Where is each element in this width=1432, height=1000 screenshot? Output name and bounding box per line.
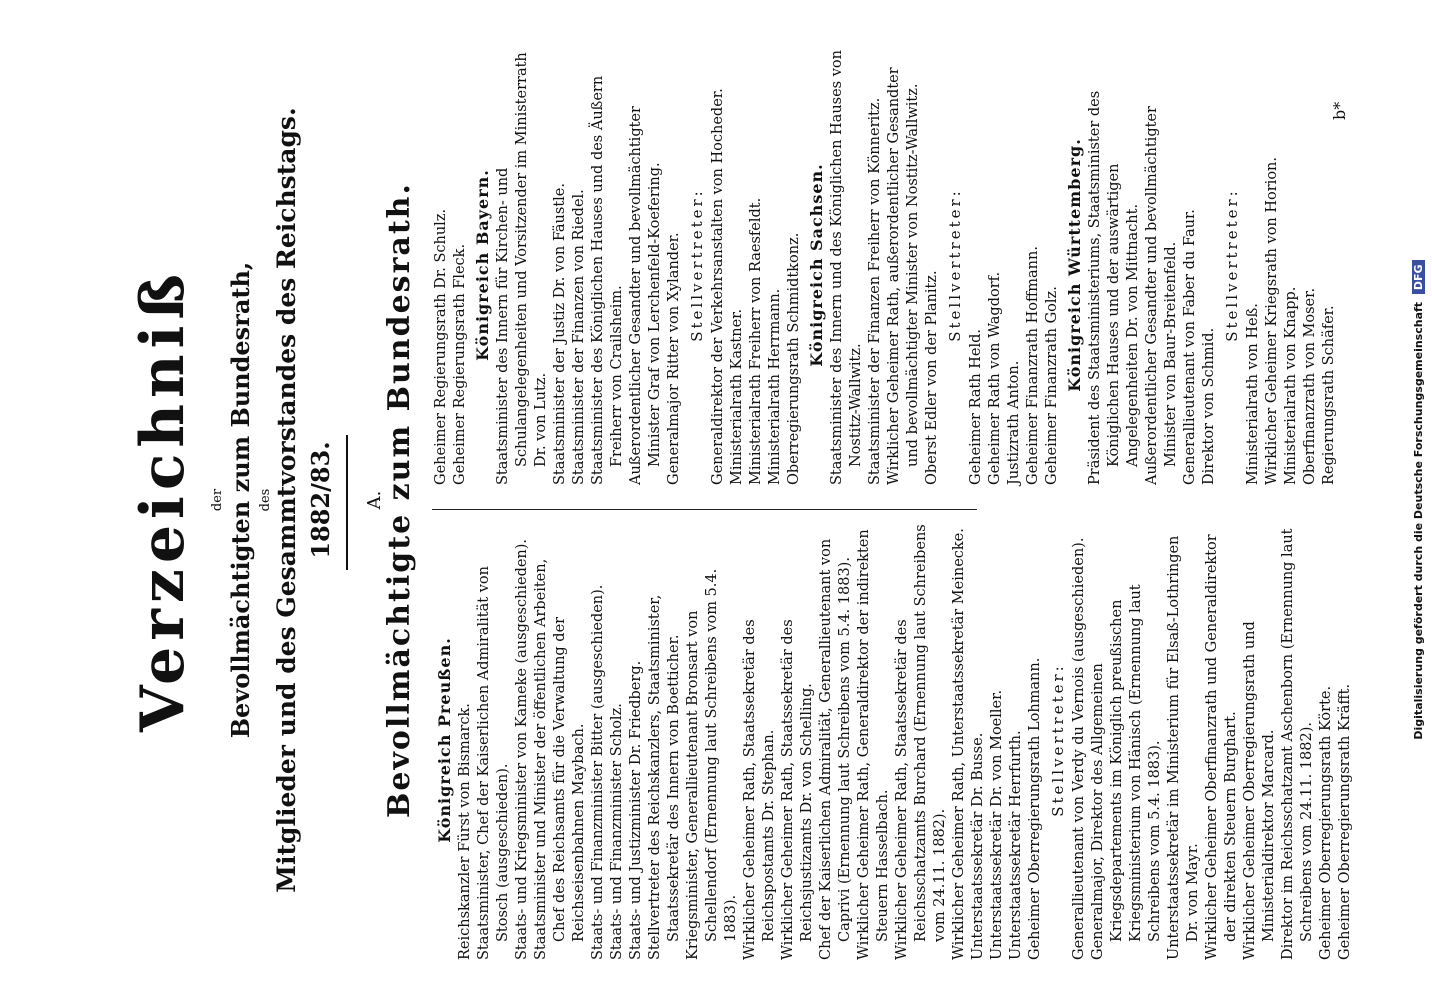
list-item: Außerordentlicher Gesandter und bevollmächtigter Minister Graf von Lerchenfeld-Koefering. xyxy=(628,106,663,485)
list-item: Staatsminister des Innern für Kirchen- und Schulangelegenheiten und Vorsitzender im Ministerrath Dr. von Lutz. xyxy=(495,52,549,485)
list-item: Wirklicher Geheimer Rath, Generaldirektor der indirekten Steuern Hasselbach. xyxy=(856,529,891,960)
list-item: Geheimer Regierungsrath Dr. Schulz. xyxy=(433,208,449,485)
stellvertreter-preussen xyxy=(1070,520,1355,960)
list-item: Wirklicher Geheimer Rath, Staatssekretär des Reichsjustizamts Dr. von Schelling. xyxy=(780,619,815,960)
entries-preussen xyxy=(456,520,1045,960)
footer-credit xyxy=(1412,0,1425,1000)
subtitle-mitglieder: Mitglieder und des Gesammtvorstandes des Reichstags. xyxy=(272,107,301,893)
list-item: Wirklicher Geheimer Rath, Staatssekretär des Reichsschatzamts Burchard (Ernennung laut Schreibens vom 24.11. 1882). xyxy=(894,524,948,960)
section-title: Bevollmächtigte zum Bundesrath. xyxy=(382,182,417,818)
list-item: Ministerialrath Kastner. xyxy=(729,308,745,485)
state-heading-wuerttemberg: Königreich Württemberg. xyxy=(1065,138,1084,392)
list-item: Generaldirektor der Verkehrsanstalten von Hocheder. xyxy=(710,88,726,485)
list-item: Justizrath Anton. xyxy=(1006,360,1022,485)
list-item: Staatsminister des Königlichen Hauses und des Äußern Freiherr von Crailsheim. xyxy=(590,75,625,485)
list-item: Staatsminister der Finanzen von Riedel. xyxy=(571,189,587,485)
list-item: Oberfinanzrath von Moser. xyxy=(1302,287,1318,485)
list-item: Staatsminister der Finanzen Freiherr von Könneritz. xyxy=(867,97,883,485)
list-item: Kriegsminister, Generallieutenant Bronsart von Schellendorf (Ernennung laut Schreibens vom 5.4. 1883). xyxy=(685,568,739,960)
list-item: Generallieutenant von Verdy du Vernois (ausgeschieden). xyxy=(1071,537,1087,960)
left-column xyxy=(432,520,1355,960)
list-item: Geheimer Oberregierungsrath Körte. xyxy=(1318,685,1334,960)
list-item: Wirklicher Geheimer Rath, Unterstaatssekretär Meinecke. xyxy=(951,528,967,960)
state-heading-bayern: Königreich Bayern. xyxy=(473,169,492,361)
list-item: Regierungsrath Schäfer. xyxy=(1321,305,1337,485)
section-letter: A. xyxy=(364,490,385,510)
title-connector-der: der xyxy=(210,488,225,512)
list-item: Staatsminister des Innern und des Königlichen Hauses von Nostitz-Wallwitz. xyxy=(829,50,864,485)
list-item: Ministerialrath von Heß. xyxy=(1245,303,1261,485)
list-item: Wirklicher Geheimer Oberfinanzrath und Generaldirektor der direkten Steuern Burghart. xyxy=(1204,534,1239,960)
list-item: Staatsminister, Chef der Kaiserlichen Admiralität von Stosch (ausgeschieden). xyxy=(476,566,511,960)
list-item: Geheimer Finanzrath Golz. xyxy=(1044,286,1060,485)
list-item: Staatsminister und Minister der öffentlichen Arbeiten, Chef des Reichsamts für die Verwaltung der Reichseisenbahnen Maybach. xyxy=(533,558,587,960)
list-item: Ministerialrath von Knapp. xyxy=(1283,286,1299,485)
list-item: Staats- und Kriegsminister von Kameke (ausgeschieden). xyxy=(514,538,530,960)
right-column xyxy=(432,45,1339,485)
list-item: Außerordentlicher Gesandter und bevollmächtigter Minister von Baur-Breitenfeld. xyxy=(1144,106,1179,485)
list-item: Staats- und Finanzminister Bitter (ausgeschieden). xyxy=(590,584,606,960)
list-item: Geheimer Oberregierungsrath Lohmann. xyxy=(1027,657,1043,960)
list-item: Direktor von Schmid. xyxy=(1201,327,1217,485)
title-connector-des: des xyxy=(258,488,273,512)
list-item: Unterstaatssekretär im Ministerium für Elsaß-Lothringen Dr. von Mayr. xyxy=(1166,535,1201,960)
column-divider xyxy=(432,509,977,510)
list-item: Ministerialrath Freiherr von Raesfeldt. xyxy=(748,197,764,485)
list-item: Oberregierungsrath Schmidtkonz. xyxy=(786,232,802,485)
list-item: Präsident des Staatsministeriums, Staatsminister des Königlichen Hauses und der auswärtigen Angelegenheiten Dr. von Mittnacht. xyxy=(1087,90,1141,485)
list-item: Staatsminister der Justiz Dr. von Fäustle. xyxy=(552,183,568,485)
list-item: Ministerialrath Herrmann. xyxy=(767,288,783,485)
title-rule xyxy=(346,435,348,570)
list-item: Staats- und Justizminister Dr. Friedberg. xyxy=(628,660,644,960)
state-heading-sachsen: Königreich Sachsen. xyxy=(807,163,826,367)
signature-mark: b* xyxy=(1330,101,1349,120)
list-item: Staats- und Finanzminister Scholz. xyxy=(609,703,625,960)
list-item: Oberst Edler von der Planitz. xyxy=(924,270,940,485)
stellvertreter-heading-bayern: Stellvertreter: xyxy=(688,188,706,342)
list-item: Unterstaatssekretär Dr. Busse. xyxy=(970,732,986,960)
list-item: Geheimer Regierungsrath Fleck. xyxy=(452,243,468,485)
list-item: Unterstaatssekretär Dr. von Moeller. xyxy=(989,689,1005,960)
list-item: Generallieutenant von Faber du Faur. xyxy=(1182,209,1198,485)
list-item: Wirklicher Geheimer Oberregierungsrath und Ministerialdirektor Marcard. xyxy=(1242,621,1277,960)
list-item: Wirklicher Geheimer Rath, außerordentlicher Gesandter und bevollmächtigter Minister von Nostitz-Wallwitz. xyxy=(886,67,921,485)
list-item: Reichskanzler Fürst von Bismarck. xyxy=(457,703,473,960)
list-item: Unterstaatssekretär Herrfurth. xyxy=(1008,730,1024,960)
document-year: 1882/83. xyxy=(306,441,335,559)
list-item: Generalmajor, Direktor des Allgemeinen Kriegsdepartements im Königlich preußischen Kriegsministerium von Hänisch (Ernennung laut Schreibens vom 5.4. 1883). xyxy=(1090,584,1163,960)
list-item: Chef der Kaiserlichen Admiralität, Generallieutenant von Caprivi (Ernennung laut Schreibens vom 5.4. 1883). xyxy=(818,538,853,960)
list-item: Direktor im Reichsschatzamt Aschenborn (Ernennung laut Schreibens vom 24.11. 1882). xyxy=(1280,528,1315,960)
dfg-logo: DFG xyxy=(1412,260,1425,294)
list-item: Geheimer Rath Held. xyxy=(968,328,984,485)
list-item: Wirklicher Geheimer Rath, Staatssekretär des Reichspostamts Dr. Stephan. xyxy=(742,619,777,960)
stellvertreter-heading-wuerttemberg: Stellvertreter: xyxy=(1223,188,1241,342)
list-item: Geheimer Rath von Wagdorf. xyxy=(987,271,1003,485)
list-item: Geheimer Finanzrath Hoffmann. xyxy=(1025,246,1041,485)
stellvertreter-heading-sachsen: Stellvertreter: xyxy=(946,188,964,342)
footer-text: Digitalisierung gefördert durch die Deutsche Forschungsgemeinschaft xyxy=(1412,301,1425,740)
state-heading-preussen: Königreich Preußen. xyxy=(435,637,454,843)
list-item: Generalmajor Ritter von Xylander. xyxy=(666,232,682,485)
list-item: Geheimer Oberregierungsrath Kräfft. xyxy=(1337,683,1353,960)
document-title: Verzeichniß xyxy=(128,267,198,733)
list-item: Wirklicher Geheimer Kriegsrath von Horion. xyxy=(1264,157,1280,485)
subtitle-bevollmaechtigte: Bevollmächtigten zum Bundesrath, xyxy=(226,261,255,739)
stellvertreter-heading-preussen: Stellvertreter: xyxy=(1049,663,1067,817)
list-item: Stellvertreter des Reichskanzlers, Staatsminister, Staatssekretär des Innern von Boetticher. xyxy=(647,594,682,960)
